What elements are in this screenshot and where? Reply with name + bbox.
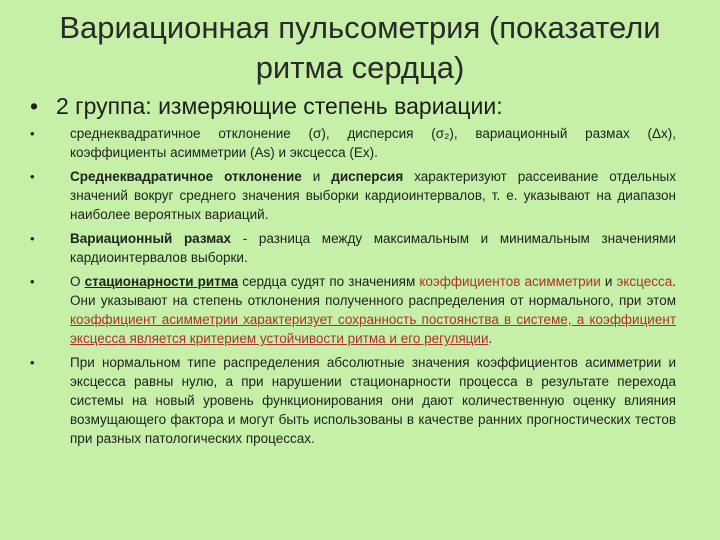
item-text xyxy=(70,355,676,446)
bullet-marker: • xyxy=(30,169,35,184)
list-item xyxy=(30,124,676,162)
bullet-marker: • xyxy=(30,274,35,289)
text-segment: сердца судят по значениям xyxy=(238,274,420,289)
bullet-marker: • xyxy=(30,355,35,370)
text-segment: - разница между максимальным и минимальным значениями кардиоинтервалов выборки. xyxy=(70,231,676,265)
text-segment: . Они указывают на степень отклонения полученного распределения от нормального, при этом xyxy=(70,274,676,308)
term-rhythm-stationarity: стационарности ритма xyxy=(84,274,239,289)
list-item xyxy=(30,167,676,224)
text-segment: и xyxy=(301,169,332,184)
text-segment: При нормальном типе распределения абсолютные значения коэффициентов асимметрии и эксцесса равны нулю, а при нарушении стационарности процесса в результате перехода системы на новый уровень функционирования они дают количественную оценку влияния возмущающего фактора и могут быть использованы в качестве ранних прогностических тестов при разных патологических процессах. xyxy=(70,355,676,446)
group-heading-text: 2 группа: измеряющие степень вариации: xyxy=(56,93,503,119)
term-rms-deviation: Среднеквадратичное отклонение xyxy=(70,169,302,184)
list-item xyxy=(30,272,676,348)
group-heading xyxy=(30,92,700,120)
list-item xyxy=(30,229,676,267)
item-text xyxy=(70,126,676,160)
list-item xyxy=(30,353,676,448)
bullet-marker: • xyxy=(30,231,35,246)
text-segment: О xyxy=(70,274,85,289)
item-text xyxy=(70,169,676,222)
slide-title xyxy=(30,8,690,88)
text-segment: характеризуют рассеивание отдельных значений вокруг среднего значения выборки кардиоинтервалов, т. е. указывают на диапазон наиболее вероятных вариаций. xyxy=(70,169,676,222)
highlighted-definition: коэффициент асимметрии характеризует сохранность постоянства в системе, а коэффициент эксцесса является критерием устойчивости ритма и его регуляции xyxy=(70,312,676,346)
text-segment: среднеквадратичное отклонение (σ), дисперсия (σ₂), вариационный размах (Δx), коэффициенты асимметрии (As) и эксцесса (Ex). xyxy=(70,126,676,160)
term-asymmetry-coefficients: коэффициентов асимметрии xyxy=(419,274,601,289)
term-variation-range: Вариационный размах xyxy=(70,231,232,246)
text-segment: и xyxy=(600,274,617,289)
term-dispersion: дисперсия xyxy=(331,169,404,184)
slide-title-line-2: ритма сердца) xyxy=(255,50,465,85)
bullet-list xyxy=(30,124,676,453)
item-text xyxy=(70,231,676,265)
text-segment: . xyxy=(488,331,493,346)
bullet-marker: • xyxy=(30,126,35,141)
group-heading-bullet: • xyxy=(30,93,39,119)
term-excess: эксцесса xyxy=(616,274,673,289)
slide-title-line-1: Вариационная пульсометрия (показатели xyxy=(59,10,661,45)
item-text xyxy=(70,274,676,346)
